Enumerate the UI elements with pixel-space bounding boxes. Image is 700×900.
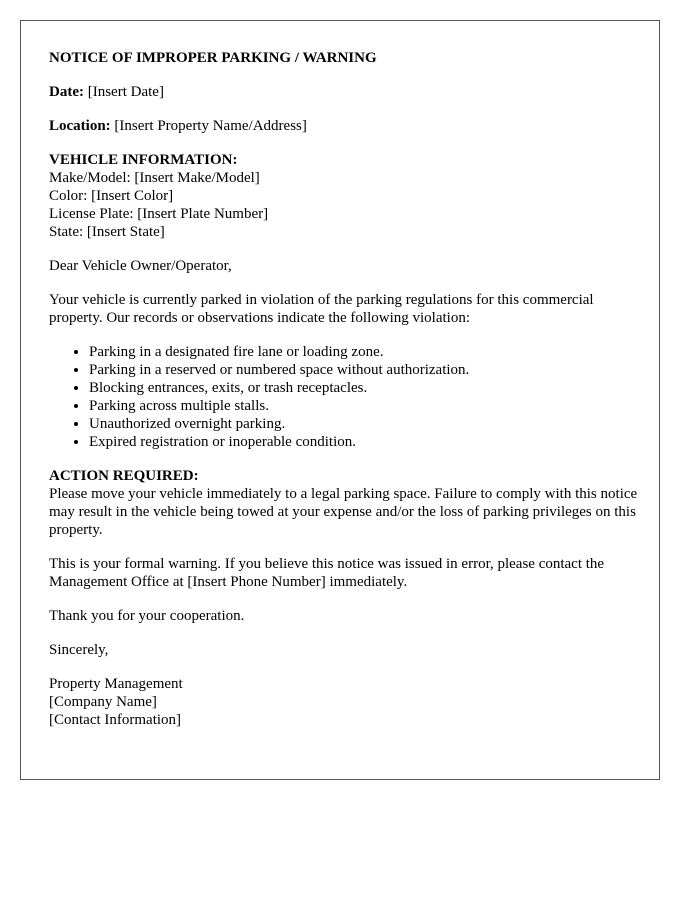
signature-contact: [Contact Information] — [49, 712, 182, 728]
notice-title: NOTICE OF IMPROPER PARKING / WARNING — [49, 50, 377, 66]
vehicle-make-model: Make/Model: [Insert Make/Model] — [49, 170, 260, 186]
violation-item: • Parking across multiple stalls. — [89, 397, 639, 415]
salutation: Dear Vehicle Owner/Operator, — [49, 258, 232, 274]
action-required-heading: ACTION REQUIRED: — [49, 468, 199, 484]
closing-line: Sincerely, — [49, 642, 109, 658]
signature-block — [49, 675, 639, 729]
location-line — [49, 117, 639, 135]
violation-item: • Expired registration or inoperable condition. — [89, 433, 639, 451]
signature-department: Property Management — [49, 676, 183, 692]
location-label: Location: — [49, 118, 111, 134]
vehicle-state: State: [Insert State] — [49, 224, 165, 240]
location-value: [Insert Property Name/Address] — [110, 118, 307, 134]
action-required-text: Please move your vehicle immediately to a legal parking space. Failure to comply with this notice may result in the vehicle being towed at your expense and/or the loss of parking privileges on this property. — [49, 486, 638, 538]
notice-document — [20, 20, 660, 780]
action-required — [49, 467, 639, 539]
violation-item: • Blocking entrances, exits, or trash receptacles. — [89, 379, 639, 397]
vehicle-color: Color: [Insert Color] — [49, 188, 174, 204]
signature-company: [Company Name] — [49, 694, 157, 710]
date-line — [49, 83, 639, 101]
violation-item: • Unauthorized overnight parking. — [89, 415, 639, 433]
thanks-line: Thank you for your cooperation. — [49, 608, 245, 624]
violation-item: • Parking in a reserved or numbered space without authorization. — [89, 361, 639, 379]
violation-item: • Parking in a designated fire lane or loading zone. — [89, 343, 639, 361]
date-value: [Insert Date] — [83, 84, 164, 100]
date-label: Date: — [49, 84, 84, 100]
violation-list — [49, 343, 639, 451]
warning-paragraph: This is your formal warning. If you believe this notice was issued in error, please contact the Management Office at [Insert Phone Number] immediately. — [49, 556, 605, 590]
vehicle-license-plate: License Plate: [Insert Plate Number] — [49, 206, 269, 222]
notice-content — [49, 49, 639, 745]
vehicle-information — [49, 151, 639, 241]
vehicle-information-heading: VEHICLE INFORMATION: — [49, 152, 238, 168]
intro-paragraph: Your vehicle is currently parked in violation of the parking regulations for this commercial property. Our records or observations indicate the following violation: — [49, 292, 594, 326]
